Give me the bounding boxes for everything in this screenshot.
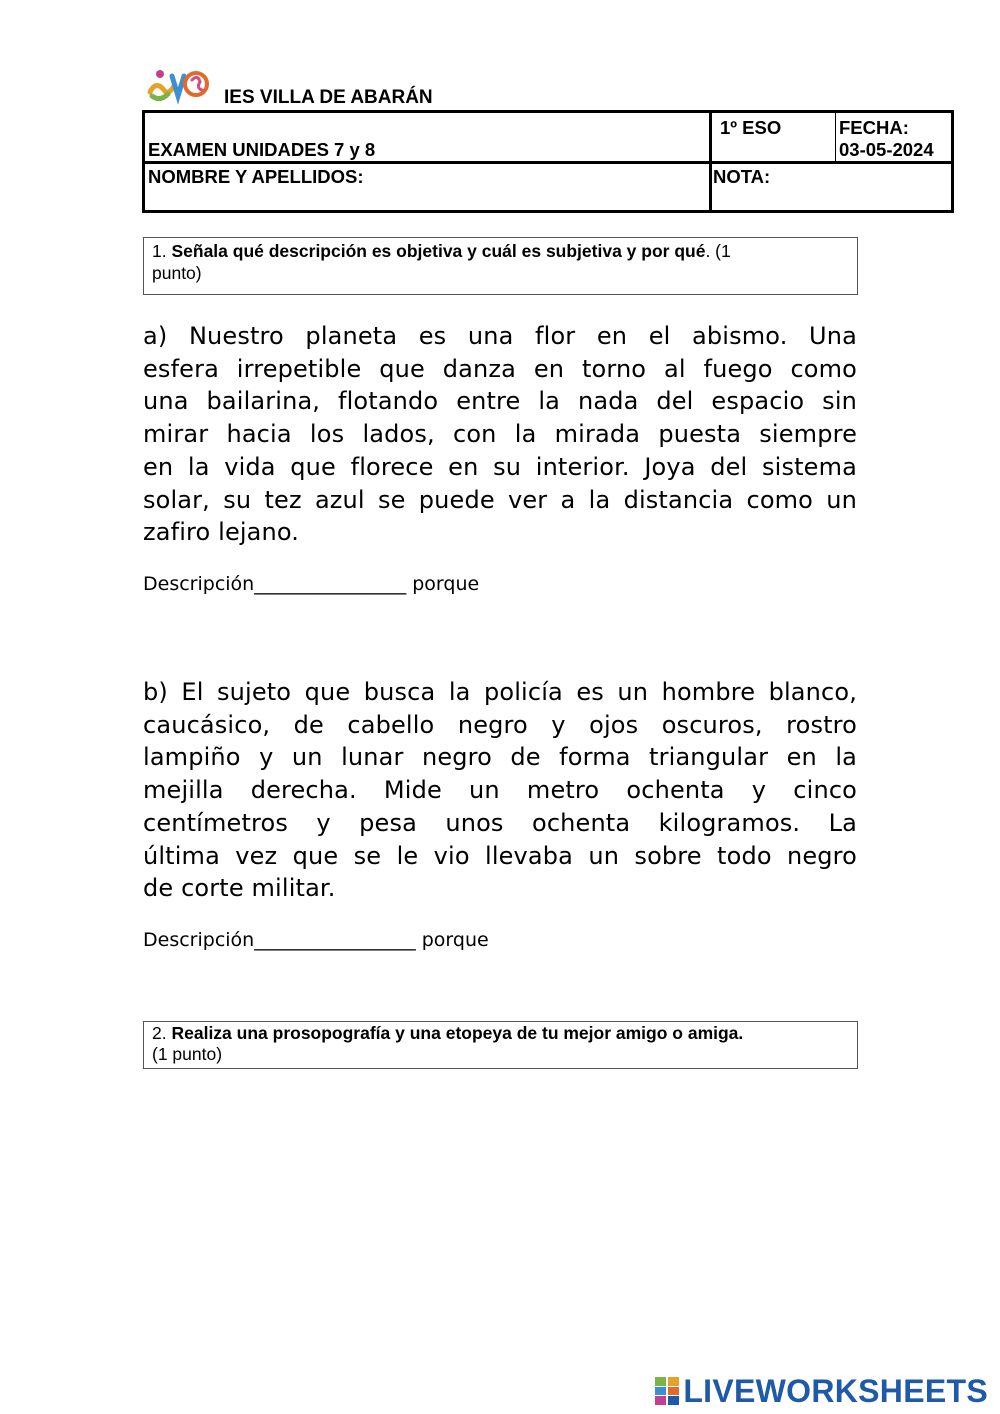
course-label: 1º ESO [720, 117, 782, 138]
text-line: una bailarina, flotando entre la nada del espacio sin [143, 387, 857, 416]
question-1-box [143, 237, 858, 295]
text-line: mirar hacia los lados, con la mirada puesta siempre [143, 420, 857, 449]
table-divider [709, 113, 712, 210]
question-points: . (1 [705, 241, 731, 261]
answer-line-a[interactable]: Descripción________________ porque [143, 573, 480, 595]
table-divider [145, 161, 951, 164]
question-number: 2. [152, 1023, 167, 1043]
question-points: (1 punto) [152, 1044, 223, 1064]
question-points: punto) [152, 263, 202, 283]
text-a [143, 320, 857, 549]
question-text: Realiza una prosopografía y una etopeya de tu mejor amigo o amiga. [171, 1023, 744, 1043]
text-line: a) Nuestro planeta es una flor en el abismo. Una [143, 322, 857, 350]
text-line: caucásico, de cabello negro y ojos oscuros, rostro [143, 710, 857, 739]
text-line: mejilla derecha. Mide un metro ochenta y cinco [143, 776, 857, 805]
exam-header-table [142, 110, 954, 213]
date-label: FECHA: [839, 117, 909, 138]
question-2-box [143, 1021, 858, 1069]
school-logo-icon [146, 66, 210, 108]
text-line: solar, su tez azul se puede ver a la distancia como un [143, 485, 857, 514]
text-line: centímetros y pesa unos ochenta kilogramos. La [143, 808, 857, 837]
text-line: b) El sujeto que busca la policía es un hombre blanco, [143, 678, 857, 706]
name-label: NOMBRE Y APELLIDOS: [148, 166, 364, 187]
liveworksheets-logo[interactable] [655, 1374, 988, 1408]
text-b [143, 676, 857, 905]
text-line: en la vida que florece en su interior. Joya del sistema [143, 452, 857, 481]
answer-line-b[interactable]: Descripción_________________ porque [143, 929, 489, 951]
text-line: esfera irrepetible que danza en torno al fuego como [143, 354, 857, 383]
text-line: zafiro lejano. [143, 518, 300, 547]
text-line: última vez que se le vio llevaba un sobre todo negro [143, 841, 857, 870]
text-line: lampiño y un lunar negro de forma triangular en la [143, 743, 857, 772]
question-text: Señala qué descripción es objetiva y cuál es subjetiva y por qué [171, 241, 706, 261]
question-number: 1. [152, 241, 167, 261]
table-divider [835, 113, 836, 161]
text-line: de corte militar. [143, 874, 336, 903]
grade-label: NOTA: [713, 166, 771, 187]
exam-title: EXAMEN UNIDADES 7 y 8 [148, 139, 376, 160]
date-value: 03-05-2024 [839, 139, 934, 160]
liveworksheets-mark-icon [655, 1377, 679, 1405]
liveworksheets-brand: LIVEWORKSHEETS [683, 1372, 988, 1409]
school-name: IES VILLA DE ABARÁN [224, 87, 433, 108]
